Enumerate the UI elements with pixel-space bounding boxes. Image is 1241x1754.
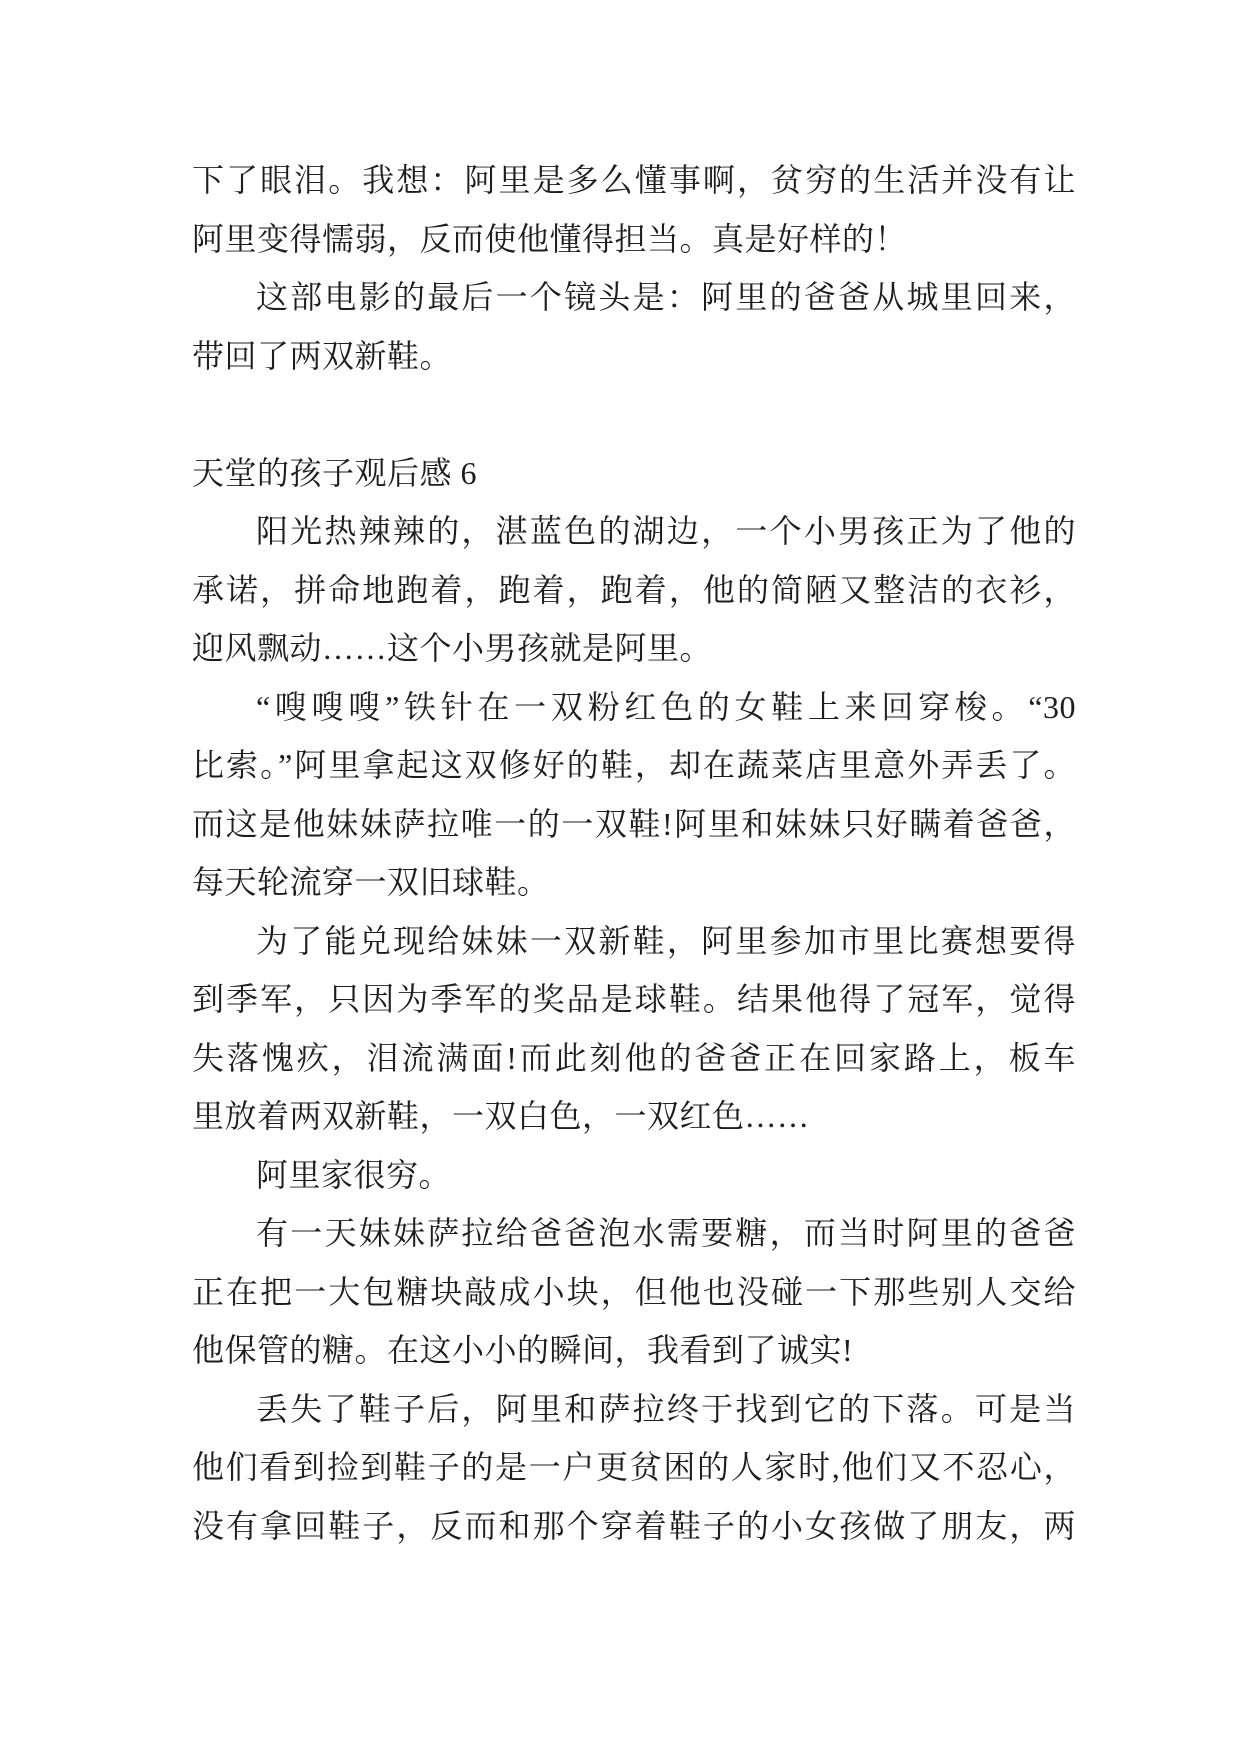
text-line: 比索。”阿里拿起这双修好的鞋，却在蔬菜店里意外弄丢了。 — [192, 747, 1076, 783]
text-line: 他们看到捡到鞋子的是一户更贫困的人家时,他们又不忍心， — [192, 1449, 1076, 1485]
text-line: 里放着两双新鞋，一双白色，一双红色…… — [192, 1098, 810, 1134]
text-line: 每天轮流穿一双旧球鞋。 — [192, 864, 550, 900]
text-line: 丢失了鞋子后，阿里和萨拉终于找到它的下落。可是当 — [256, 1390, 1076, 1427]
text-line: 阳光热辣辣的，湛蓝色的湖边，一个小男孩正为了他的 — [256, 513, 1076, 549]
text-line: 没有拿回鞋子，反而和那个穿着鞋子的小女孩做了朋友，两 — [192, 1507, 1076, 1544]
document-text — [192, 151, 1076, 1555]
text-line: 为了能兑现给妹妹一双新鞋，阿里参加市里比赛想要得 — [256, 922, 1076, 959]
text-line: 到季军，只因为季军的奖品是球鞋。结果他得了冠军，觉得 — [192, 981, 1076, 1017]
text-line: 这部电影的最后一个镜头是：阿里的爸爸从城里回来， — [256, 279, 1076, 315]
section-heading: 天堂的孩子观后感 6 — [192, 454, 478, 491]
text-line: 下了眼泪。我想：阿里是多么懂事啊，贫穷的生活并没有让 — [192, 162, 1076, 198]
text-line: 带回了两双新鞋。 — [192, 337, 453, 374]
text-line: 迎风飘动……这个小男孩就是阿里。 — [192, 630, 713, 666]
text-line: 阿里家很穷。 — [256, 1156, 452, 1193]
text-line: 失落愧疚，泪流满面!而此刻他的爸爸正在回家路上，板车 — [192, 1039, 1076, 1076]
text-line: 有一天妹妹萨拉给爸爸泡水需要糖，而当时阿里的爸爸 — [256, 1215, 1076, 1251]
blank-line — [192, 385, 1076, 444]
text-line: 承诺，拼命地跑着，跑着，跑着，他的简陋又整洁的衣衫， — [192, 571, 1076, 608]
text-line: “嗖嗖嗖”铁针在一双粉红色的女鞋上来回穿梭。“30 — [256, 688, 1076, 725]
text-line: 正在把一大包糖块敲成小块，但他也没碰一下那些别人交给 — [192, 1273, 1076, 1310]
text-line: 而这是他妹妹萨拉唯一的一双鞋!阿里和妹妹只好瞒着爸爸， — [192, 805, 1076, 842]
text-line: 阿里变得懦弱，反而使他懂得担当。真是好样的！ — [192, 220, 908, 257]
text-line: 他保管的糖。在这小小的瞬间，我看到了诚实! — [192, 1332, 854, 1368]
